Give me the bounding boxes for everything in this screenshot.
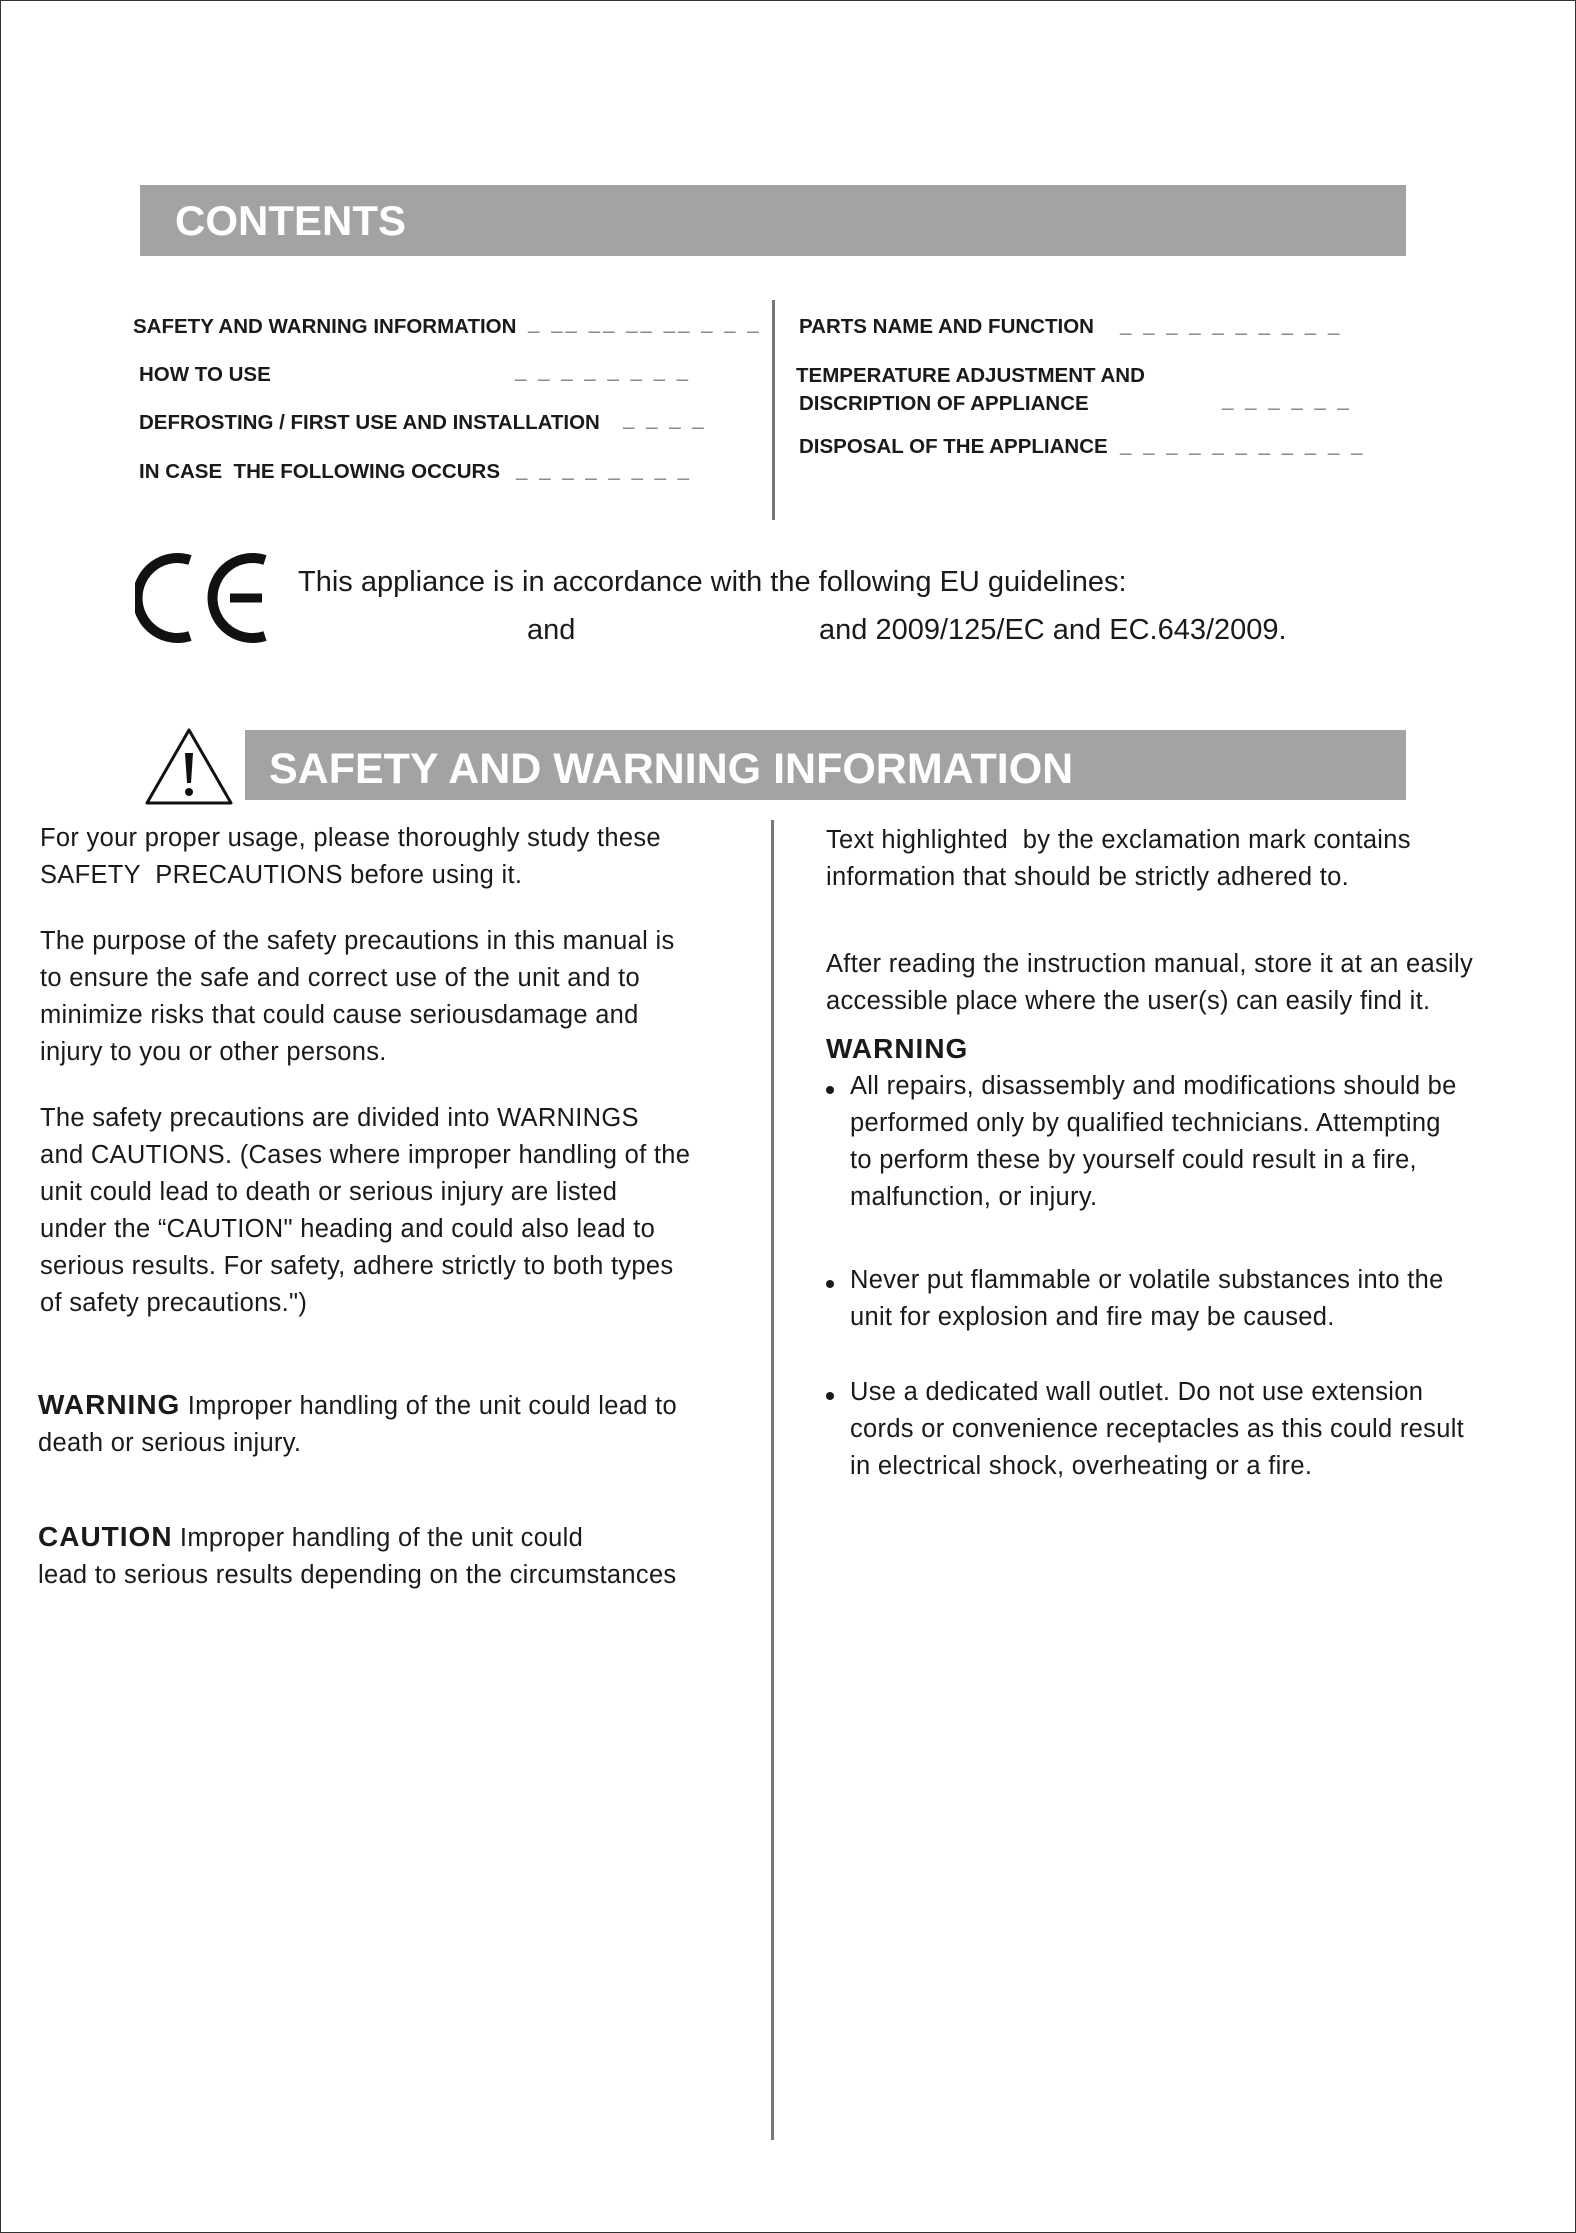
warning-bullet-outlet: Use a dedicated wall outlet. Do not use extension cords or convenience receptacles as this could result in electrical shock, overheating or a fire. (850, 1378, 1465, 1480)
toc-item-description[interactable]: DISCRIPTION OF APPLIANCE (799, 392, 1089, 415)
toc-item-in-case[interactable]: IN CASE THE FOLLOWING OCCURS (139, 460, 501, 483)
caution-definition (38, 1518, 676, 1594)
bullet-dot (826, 1280, 834, 1288)
column-divider (771, 820, 774, 2140)
ce-guidelines-text: This appliance is in accordance with the following EU guidelines: (298, 566, 1127, 598)
purpose-paragraph: The purpose of the safety precautions in this manual is to ensure the safe and correct use of the unit and to minimize risks that could cause seriousdamage and injury to you or other persons. (40, 927, 675, 1066)
bullet-dot (826, 1086, 834, 1094)
toc-item-safety[interactable]: SAFETY AND WARNING INFORMATION (133, 315, 517, 338)
warning-bullet-flammable: Never put flammable or volatile substances into the unit for explosion and fire may be caused. (850, 1266, 1444, 1331)
contents-banner: CONTENTS (140, 185, 1406, 256)
caution-label: CAUTION (38, 1521, 173, 1552)
toc-item-disposal[interactable]: DISPOSAL OF THE APPLIANCE (799, 435, 1108, 458)
warning-heading: WARNING (826, 1033, 969, 1064)
ce-directives-text: and 2009/125/EC and EC.643/2009. (819, 614, 1287, 646)
ce-mark-icon (135, 548, 275, 648)
intro-paragraph: For your proper usage, please thoroughly study these SAFETY PRECAUTIONS before using it. (40, 824, 661, 889)
toc-leader: _ _ _ _ _ _ (1222, 389, 1352, 412)
ce-and-text: and (527, 614, 576, 646)
precautions-paragraph: The safety precautions are divided into WARNINGS and CAUTIONS. (Cases where improper handling of the unit could lead to death or serious injury are listed under the “CAUTION" heading and could also lead to serious results. For safety, adhere strictly to both types of safety precautions.") (40, 1104, 691, 1317)
toc-item-parts[interactable]: PARTS NAME AND FUNCTION (799, 315, 1094, 338)
storage-note: After reading the instruction manual, store it at an easily accessible place where the user(s) can easily find it. (826, 950, 1474, 1015)
safety-banner: SAFETY AND WARNING INFORMATION (245, 730, 1406, 800)
warning-bullet-repairs: All repairs, disassembly and modifications should be performed only by qualified technicians. Attempting to perform these by yourself could result in a fire, malfunction, or injury. (850, 1072, 1457, 1211)
toc-leader: _ _ _ _ _ _ _ _ (515, 360, 692, 383)
highlight-note: Text highlighted by the exclamation mark contains information that should be strictly adhered to. (826, 826, 1411, 891)
toc-leader: _ _ _ _ _ _ _ _ (516, 459, 693, 482)
warning-label: WARNING (38, 1389, 181, 1420)
toc-leader: _ _ _ _ _ _ _ _ _ _ _ (1120, 434, 1366, 457)
bullet-dot (826, 1392, 834, 1400)
toc-item-temperature[interactable]: TEMPERATURE ADJUSTMENT AND (796, 364, 1145, 387)
toc-item-how-to-use[interactable]: HOW TO USE (139, 363, 271, 386)
warning-definition (38, 1386, 677, 1462)
toc-leader: _ _ _ _ (623, 408, 707, 431)
toc-leader: _ _ _ _ _ _ _ _ _ _ (1120, 314, 1343, 337)
warning-definition-text: Improper handling of the unit could lead to death or serious injury. (38, 1392, 677, 1457)
warning-triangle-icon (143, 725, 235, 807)
toc-divider (772, 300, 775, 520)
toc-item-defrosting[interactable]: DEFROSTING / FIRST USE AND INSTALLATION (139, 411, 600, 434)
toc-leader: _ __ __ __ __ _ _ _ (528, 312, 762, 335)
caution-definition-text: Improper handling of the unit could lead to serious results depending on the circumstances (38, 1524, 677, 1589)
